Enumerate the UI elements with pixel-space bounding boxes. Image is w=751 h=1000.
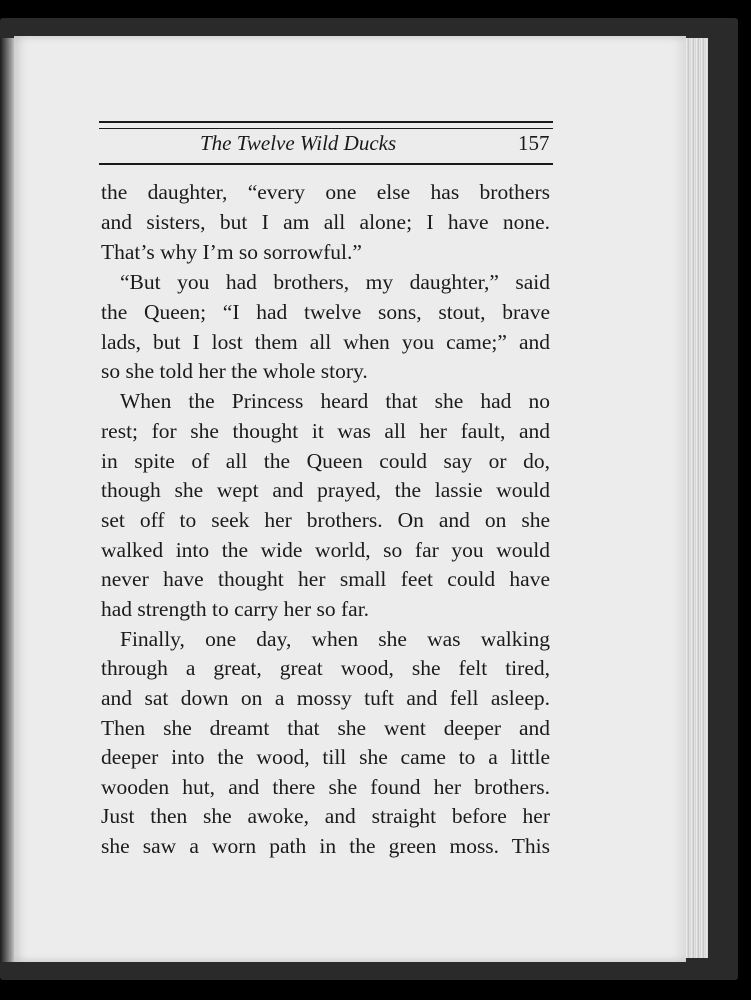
text-line: never have thought her small feet could have <box>101 567 550 591</box>
text-line: so she told her the whole story. <box>101 359 368 383</box>
text-line: wooden hut, and there she found her brothers. <box>101 775 550 799</box>
text-line: Then she dreamt that she went deeper and <box>101 716 550 740</box>
text-line: rest; for she thought it was all her fault, and <box>101 419 550 443</box>
header-rule-bottom <box>99 163 553 165</box>
header-rule-top-thin <box>99 128 553 129</box>
text-line: had strength to carry her so far. <box>101 597 370 621</box>
running-header-title: The Twelve Wild Ducks <box>200 131 397 155</box>
text-line: and sisters, but I am all alone; I have none. <box>101 210 550 234</box>
text-line: the daughter, “every one else has brothers <box>101 180 550 204</box>
text-line: deeper into the wood, till she came to a little <box>101 745 550 769</box>
page-number: 157 <box>518 131 550 155</box>
text-line: “But you had brothers, my daughter,” said <box>120 270 550 294</box>
text-line: though she wept and prayed, the lassie would <box>101 478 550 502</box>
text-line: That’s why I’m so sorrowful.” <box>101 240 362 264</box>
header-rule-top <box>99 121 553 123</box>
text-line: Just then she awoke, and straight before her <box>101 804 550 828</box>
text-line: the Queen; “I had twelve sons, stout, brave <box>101 300 550 324</box>
text-line: When the Princess heard that she had no <box>120 389 550 413</box>
text-line: through a great, great wood, she felt tired, <box>101 656 550 680</box>
text-line: in spite of all the Queen could say or do, <box>101 449 550 473</box>
text-line: Finally, one day, when she was walking <box>120 627 550 651</box>
text-line: lads, but I lost them all when you came;” and <box>101 330 550 354</box>
text-line: and sat down on a mossy tuft and fell asleep. <box>101 686 550 710</box>
text-line: she saw a worn path in the green moss. This <box>101 834 550 858</box>
text-line: walked into the wide world, so far you would <box>101 538 550 562</box>
text-line: set off to seek her brothers. On and on she <box>101 508 550 532</box>
